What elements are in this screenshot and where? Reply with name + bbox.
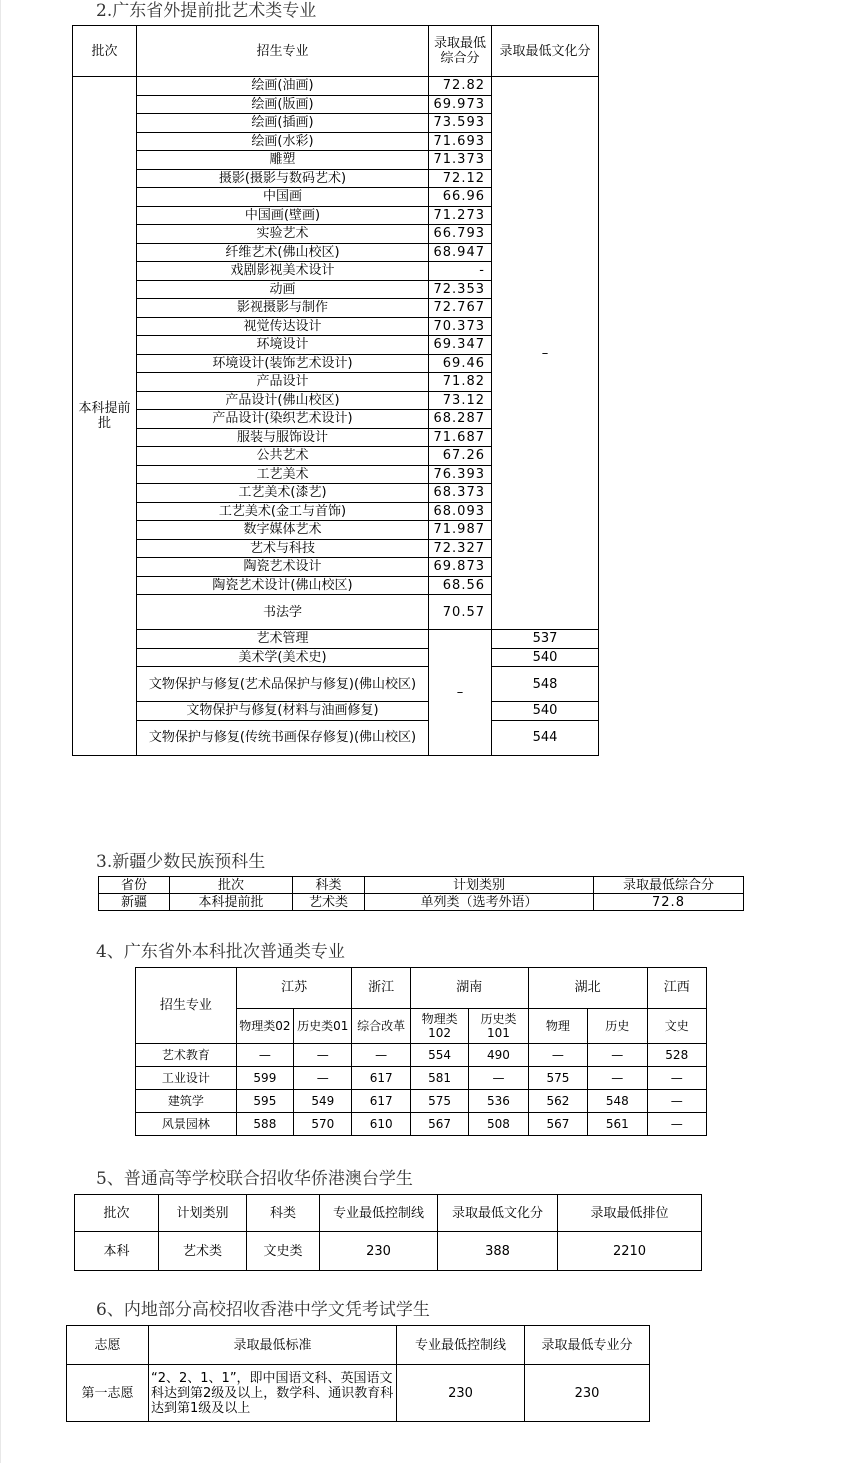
score-cell: 617 [352, 1067, 410, 1090]
major-cell: 中国画(壁画) [137, 206, 429, 225]
cell-plan-type: 艺术类 [159, 1232, 247, 1271]
min-total-cell: 76.393 [429, 465, 492, 484]
major-cell: 雕塑 [137, 151, 429, 170]
hkdse-table [66, 1325, 650, 1422]
score-cell: 599 [236, 1067, 293, 1090]
header-category: 科类 [247, 1195, 320, 1232]
major-cell: 艺术管理 [137, 630, 429, 649]
min-total-cell: 72.327 [429, 539, 492, 558]
min-total-cell: 71.273 [429, 206, 492, 225]
subheader-cell: 历史类101 [469, 1009, 528, 1044]
major-cell: 工艺美术(漆艺) [137, 484, 429, 503]
page-edge [0, 0, 1, 1463]
table-row [73, 77, 599, 96]
major-cell: 工艺美术 [137, 465, 429, 484]
score-cell: 567 [410, 1113, 468, 1136]
major-cell: 数字媒体艺术 [137, 521, 429, 540]
min-total-cell: 68.093 [429, 502, 492, 521]
table-row [136, 1090, 707, 1113]
major-cell: 文物保护与修复(传统书画保存修复)(佛山校区) [137, 720, 429, 755]
min-total-cell: 66.793 [429, 225, 492, 244]
min-total-cell: 69.46 [429, 354, 492, 373]
subheader-cell: 历史 [588, 1009, 647, 1044]
section-4-title: 4、广东省外本科批次普通类专业 [96, 942, 345, 962]
header-min-total: 录取最低综合分 [594, 877, 744, 894]
section-3-title: 3.新疆少数民族预科生 [96, 852, 266, 872]
cell-plan-type: 单列类（选考外语） [365, 894, 594, 911]
major-cell: 影视摄影与制作 [137, 299, 429, 318]
major-cell: 工艺美术(金工与首饰) [137, 502, 429, 521]
score-cell: 554 [410, 1044, 468, 1067]
min-total-cell: 68.287 [429, 410, 492, 429]
min-total-cell: 72.353 [429, 280, 492, 299]
table-row [73, 667, 599, 702]
major-cell: 建筑学 [136, 1090, 237, 1113]
major-cell: 公共艺术 [137, 447, 429, 466]
header-batch: 批次 [170, 877, 293, 894]
score-cell: 575 [528, 1067, 587, 1090]
header-min-rank: 录取最低排位 [558, 1195, 702, 1232]
min-total-cell: 70.373 [429, 317, 492, 336]
major-cell: 中国画 [137, 188, 429, 207]
min-total-cell: 73.593 [429, 114, 492, 133]
subheader-cell: 物理类02 [236, 1009, 293, 1044]
min-culture-cell: 540 [492, 702, 599, 721]
header-plan-type: 计划类别 [365, 877, 594, 894]
subheader-cell: 综合改革 [352, 1009, 410, 1044]
min-total-cell: 72.82 [429, 77, 492, 96]
header-category: 科类 [293, 877, 365, 894]
score-cell: 581 [410, 1067, 468, 1090]
major-cell: 艺术与科技 [137, 539, 429, 558]
header-major: 招生专业 [136, 968, 237, 1044]
major-cell: 艺术教育 [136, 1044, 237, 1067]
header-min-culture: 录取最低文化分 [492, 26, 599, 77]
min-total-cell: - [429, 262, 492, 281]
major-cell: 绘画(水彩) [137, 132, 429, 151]
major-cell: 环境设计 [137, 336, 429, 355]
province-zhejiang: 浙江 [352, 968, 410, 1009]
score-cell: — [352, 1044, 410, 1067]
score-cell: — [588, 1067, 647, 1090]
score-cell: 561 [588, 1113, 647, 1136]
major-cell: 环境设计(装饰艺术设计) [137, 354, 429, 373]
cell-min-culture: 388 [438, 1232, 558, 1271]
score-cell: 508 [469, 1113, 528, 1136]
cell-batch: 本科提前批 [170, 894, 293, 911]
major-cell: 绘画(油画) [137, 77, 429, 96]
min-total-cell: 70.57 [429, 595, 492, 630]
score-cell: 610 [352, 1113, 410, 1136]
min-total-cell: 71.373 [429, 151, 492, 170]
header-preference: 志愿 [67, 1326, 149, 1365]
major-cell: 戏剧影视美术设计 [137, 262, 429, 281]
header-major-control-line: 专业最低控制线 [397, 1326, 525, 1365]
major-cell: 风景园林 [136, 1113, 237, 1136]
min-total-cell: 68.947 [429, 243, 492, 262]
table-row [136, 1067, 707, 1090]
major-cell: 绘画(版画) [137, 95, 429, 114]
table-row [73, 648, 599, 667]
province-jiangsu: 江苏 [236, 968, 352, 1009]
subheader-cell: 历史类01 [294, 1009, 352, 1044]
cell-min-major-score: 230 [525, 1365, 650, 1422]
general-majors-table [135, 967, 707, 1136]
score-cell: 617 [352, 1090, 410, 1113]
major-cell: 摄影(摄影与数码艺术) [137, 169, 429, 188]
min-total-cell: 69.873 [429, 558, 492, 577]
header-min-major-score: 录取最低专业分 [525, 1326, 650, 1365]
cell-preference: 第一志愿 [67, 1365, 149, 1422]
score-cell: 570 [294, 1113, 352, 1136]
table-row [73, 702, 599, 721]
score-cell: — [469, 1067, 528, 1090]
min-total-cell: 68.56 [429, 576, 492, 595]
header-min-standard: 录取最低标准 [149, 1326, 397, 1365]
score-cell: — [647, 1090, 706, 1113]
cell-min-total: 72.8 [594, 894, 744, 911]
major-cell: 陶瓷艺术设计 [137, 558, 429, 577]
major-cell: 文物保护与修复(艺术品保护与修复)(佛山校区) [137, 667, 429, 702]
score-cell: 575 [410, 1090, 468, 1113]
min-culture-cell: 537 [492, 630, 599, 649]
subheader-cell: 物理类102 [410, 1009, 468, 1044]
score-cell: 548 [588, 1090, 647, 1113]
min-total-cell: 73.12 [429, 391, 492, 410]
score-cell: 562 [528, 1090, 587, 1113]
min-total-cell: 72.12 [429, 169, 492, 188]
table-row [136, 1113, 707, 1136]
score-cell: — [588, 1044, 647, 1067]
subheader-cell: 文史 [647, 1009, 706, 1044]
major-cell: 美术学(美术史) [137, 648, 429, 667]
cell-batch: 本科 [75, 1232, 159, 1271]
xinjiang-prep-table [98, 876, 744, 911]
overseas-chinese-table [74, 1194, 702, 1271]
score-cell: — [236, 1044, 293, 1067]
min-total-cell: 71.987 [429, 521, 492, 540]
major-cell: 实验艺术 [137, 225, 429, 244]
score-cell: 536 [469, 1090, 528, 1113]
batch-cell: 本科提前批 [73, 77, 137, 756]
major-cell: 书法学 [137, 595, 429, 630]
score-cell: — [647, 1067, 706, 1090]
score-cell: — [647, 1113, 706, 1136]
cell-major-control-line: 230 [397, 1365, 525, 1422]
section-2-title: 2.广东省外提前批艺术类专业 [96, 1, 317, 21]
min-total-cell: 72.767 [429, 299, 492, 318]
min-total-cell: 69.347 [429, 336, 492, 355]
province-jiangxi: 江西 [647, 968, 706, 1009]
min-culture-dash: – [492, 77, 599, 630]
min-total-dash: – [429, 630, 492, 756]
score-cell: 595 [236, 1090, 293, 1113]
major-cell: 产品设计(染织艺术设计) [137, 410, 429, 429]
cell-major-control-line: 230 [320, 1232, 438, 1271]
header-plan-type: 计划类别 [159, 1195, 247, 1232]
header-province: 省份 [99, 877, 170, 894]
section-6-title: 6、内地部分高校招收香港中学文凭考试学生 [96, 1300, 430, 1320]
score-cell: — [528, 1044, 587, 1067]
min-total-cell: 71.693 [429, 132, 492, 151]
header-major: 招生专业 [137, 26, 429, 77]
header-batch: 批次 [75, 1195, 159, 1232]
major-cell: 产品设计(佛山校区) [137, 391, 429, 410]
score-cell: 528 [647, 1044, 706, 1067]
header-major-control-line: 专业最低控制线 [320, 1195, 438, 1232]
major-cell: 纤维艺术(佛山校区) [137, 243, 429, 262]
section-5-title: 5、普通高等学校联合招收华侨港澳台学生 [96, 1169, 413, 1189]
major-cell: 动画 [137, 280, 429, 299]
min-total-cell: 69.973 [429, 95, 492, 114]
min-culture-cell: 548 [492, 667, 599, 702]
province-hubei: 湖北 [528, 968, 647, 1009]
art-majors-table [72, 25, 599, 756]
table-row [73, 630, 599, 649]
header-min-total: 录取最低综合分 [429, 26, 492, 77]
header-batch: 批次 [73, 26, 137, 77]
major-cell: 产品设计 [137, 373, 429, 392]
score-cell: 490 [469, 1044, 528, 1067]
province-hunan: 湖南 [410, 968, 528, 1009]
min-total-cell: 67.26 [429, 447, 492, 466]
major-cell: 视觉传达设计 [137, 317, 429, 336]
cell-min-standard: “2、2、1、1”，即中国语文科、英国语文科达到第2级及以上，数学科、通识教育科达到第1级及以上 [149, 1365, 397, 1422]
cell-category: 文史类 [247, 1232, 320, 1271]
score-cell: — [294, 1044, 352, 1067]
cell-province: 新疆 [99, 894, 170, 911]
min-culture-cell: 544 [492, 720, 599, 755]
min-total-cell: 68.373 [429, 484, 492, 503]
header-min-culture: 录取最低文化分 [438, 1195, 558, 1232]
min-culture-cell: 540 [492, 648, 599, 667]
cell-min-rank: 2210 [558, 1232, 702, 1271]
major-cell: 文物保护与修复(材料与油画修复) [137, 702, 429, 721]
min-total-cell: 66.96 [429, 188, 492, 207]
table-row [136, 1044, 707, 1067]
score-cell: — [294, 1067, 352, 1090]
major-cell: 陶瓷艺术设计(佛山校区) [137, 576, 429, 595]
major-cell: 工业设计 [136, 1067, 237, 1090]
score-cell: 567 [528, 1113, 587, 1136]
major-cell: 绘画(插画) [137, 114, 429, 133]
score-cell: 588 [236, 1113, 293, 1136]
subheader-cell: 物理 [528, 1009, 587, 1044]
cell-category: 艺术类 [293, 894, 365, 911]
table-row [73, 720, 599, 755]
min-total-cell: 71.687 [429, 428, 492, 447]
min-total-cell: 71.82 [429, 373, 492, 392]
major-cell: 服装与服饰设计 [137, 428, 429, 447]
score-cell: 549 [294, 1090, 352, 1113]
